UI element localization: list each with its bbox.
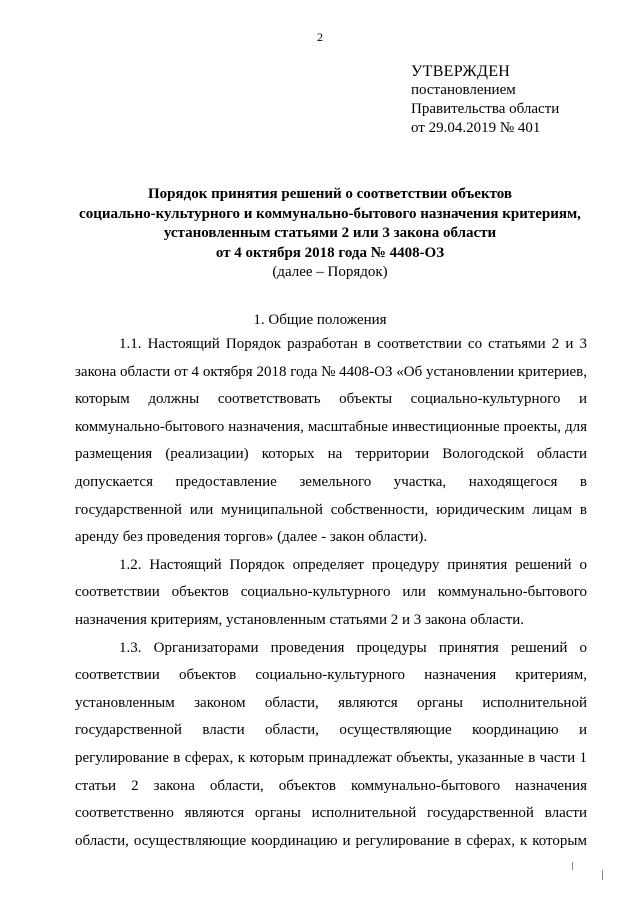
paragraph-1-2: 1.2. Настоящий Порядок определяет процедуру принятия решений о соответствии объектов социально-культурного или коммунально-бытового назначения критериям, установленным статьями 2 и 3 закона области. — [75, 556, 587, 628]
document-title — [60, 185, 600, 283]
approval-stamp: УТВЕРЖДЕН — [411, 63, 511, 80]
paragraph-1-3: 1.3. Организаторами проведения процедуры принятия решений о соответствии объектов социально-культурного назначения критериям, установленным законом области, являются органы исполнительной государственной власти области, осуществляющие координацию и регулирование в сферах, к которым принадлежат объекты, указанные в части 1 статьи 2 закона области, объектов коммунально-бытового назначения соответственно являются органы исполнительной государственной власти области, осуществляющие координацию и регулирование в сферах, к которым — [75, 639, 587, 849]
approval-block — [411, 62, 559, 138]
scan-mark — [572, 862, 573, 870]
scan-mark — [602, 870, 603, 880]
approval-line: постановлением — [411, 82, 516, 98]
document-body — [75, 331, 587, 855]
page-number: 2 — [317, 30, 323, 44]
title-line: от 4 октября 2018 года № 4408-ОЗ — [215, 244, 445, 261]
approval-line: Правительства области — [411, 101, 560, 117]
approval-date: от 29.04.2019 № 401 — [411, 120, 541, 136]
title-line: социально-культурного и коммунально-бытового назначения критериям, — [79, 205, 581, 222]
title-line: установленным статьями 2 или 3 закона области — [163, 225, 497, 241]
section-heading: 1. Общие положения — [253, 312, 387, 328]
title-abbreviation: (далее – Порядок) — [272, 264, 388, 280]
title-line: Порядок принятия решений о соответствии объектов — [148, 186, 512, 202]
paragraph-1-1: 1.1. Настоящий Порядок разработан в соответствии со статьями 2 и 3 закона области от 4 октября 2018 года № 4408-ОЗ «Об установлении критериев, которым должны соответствовать объекты социально-культурного и коммунально-бытового назначения, масштабные инвестиционные проекты, для размещения (реализации) которых на территории Вологодской области допускается предоставление земельного участка, находящегося в государственной или муниципальной собственности, юридическим лицам в аренду без проведения торгов» (далее - закон области). — [75, 336, 587, 546]
